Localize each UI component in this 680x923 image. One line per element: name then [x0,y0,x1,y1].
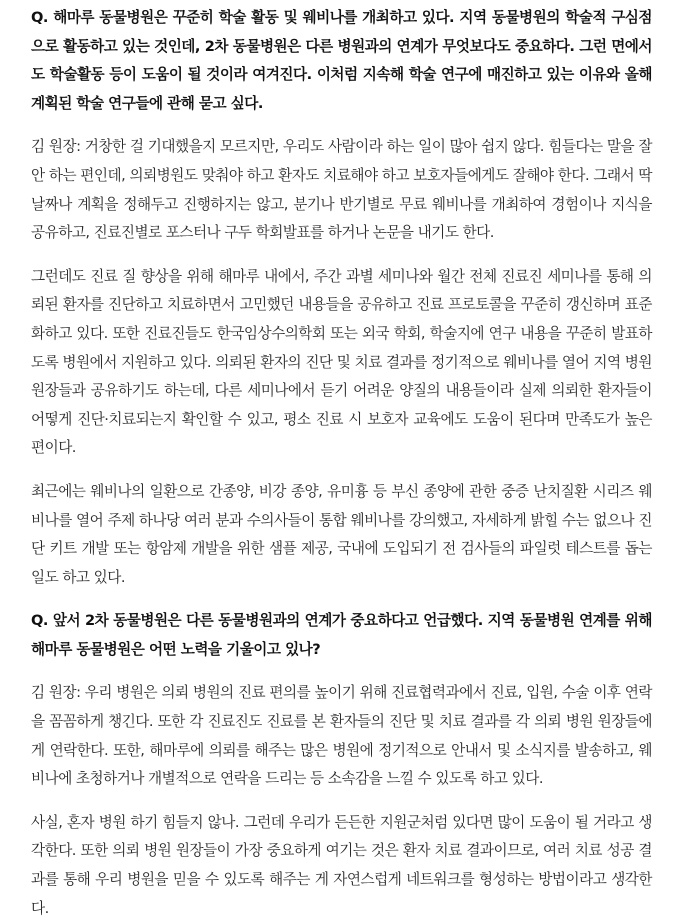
interview-question: Q. 앞서 2차 동물병원은 다른 동물병원과의 연계가 중요하다고 언급했다. 지역 동물병원 연계를 위해 해마루 동물병원은 어떤 노력을 기울이고 있나? [31,612,652,658]
interview-answer: 김 원장: 거창한 걸 기대했을지 모르지만, 우리도 사람이라 하는 일이 많아 쉽지 않다. 힘들다는 말을 잘 안 하는 편인데, 의뢰병원도 맞춰야 하고 환자도 치료해야 하고 보호자들에게도 잘해야 한다. 그래서 딱 날짜나 계획을 정해두고 진행하지는 않고, 분기나 반기별로 무료 웨비나를 개최하여 경험이나 지식을 공유하고, 진료진별로 포스터나 구두 학회발표를 하거나 논문을 내기도 한다. [31,138,652,242]
interview-question: Q. 해마루 동물병원은 꾸준히 학술 활동 및 웨비나를 개최하고 있다. 지역 동물병원의 학술적 구심점으로 활동하고 있는 것인데, 2차 동물병원은 다른 병원과의 연계가 무엇보다도 중요하다. 그런 면에서도 학술활동 등이 도움이 될 것이라 여겨진다. 이처럼 지속해 학술 연구에 매진하고 있는 이유와 올해 계획된 학술 연구들에 관해 묻고 싶다. [31,9,652,112]
interview-answer: 그런데도 진료 질 향상을 위해 해마루 내에서, 주간 과별 세미나와 월간 전체 진료진 세미나를 통해 의뢰된 환자를 진단하고 치료하면서 고민했던 내용들을 공유하고 진료 프로토콜을 꾸준히 갱신하며 표준화하고 있다. 또한 진료진들도 한국임상수의학회 또는 외국 학회, 학술지에 연구 내용을 꾸준히 발표하도록 병원에서 지원하고 있다. 의뢰된 환자의 진단 및 치료 결과를 정기적으로 웨비나를 열어 지역 병원 원장들과 공유하기도 하는데, 다른 세미나에서 듣기 어려운 양질의 내용들이라 실제 의뢰한 환자들이 어떻게 진단·치료되는지 확인할 수 있고, 평소 진료 시 보호자 교육에도 도움이 된다며 만족도가 높은 편이다. [31,267,652,457]
interview-answer: 사실, 혼자 병원 하기 힘들지 않나. 그런데 우리가 든든한 지원군처럼 있다면 많이 도움이 될 거라고 생각한다. 또한 의뢰 병원 원장들이 가장 중요하게 여기는 것은 환자 치료 결과이므로, 여러 치료 성공 결과를 통해 우리 병원을 믿을 수 있도록 해주는 게 자연스럽게 네트워크를 형성하는 방법이라고 생각한다. [31,813,652,917]
interview-answer: 최근에는 웨비나의 일환으로 간종양, 비강 종양, 유미흉 등 부신 종양에 관한 중증 난치질환 시리즈 웨비나를 열어 주제 하나당 여러 분과 수의사들이 통합 웨비나를 강의했고, 자세하게 밝힐 수는 없으나 진단 키트 개발 또는 항암제 개발을 위한 샘플 제공, 국내에 도입되기 전 검사들의 파일럿 테스트를 돕는 일도 하고 있다. [31,482,652,586]
interview-answer: 김 원장: 우리 병원은 의뢰 병원의 진료 편의를 높이기 위해 진료협력과에서 진료, 입원, 수술 이후 연락을 꼼꼼하게 챙긴다. 또한 각 진료진도 진료를 본 환자들의 진단 및 치료 결과를 각 의뢰 병원 원장들에게 연락한다. 또한, 해마루에 의뢰를 해주는 많은 병원에 정기적으로 안내서 및 소식지를 발송하고, 웨비나에 초청하거나 개별적으로 연락을 드리는 등 소속감을 느낄 수 있도록 하고 있다. [31,684,652,788]
